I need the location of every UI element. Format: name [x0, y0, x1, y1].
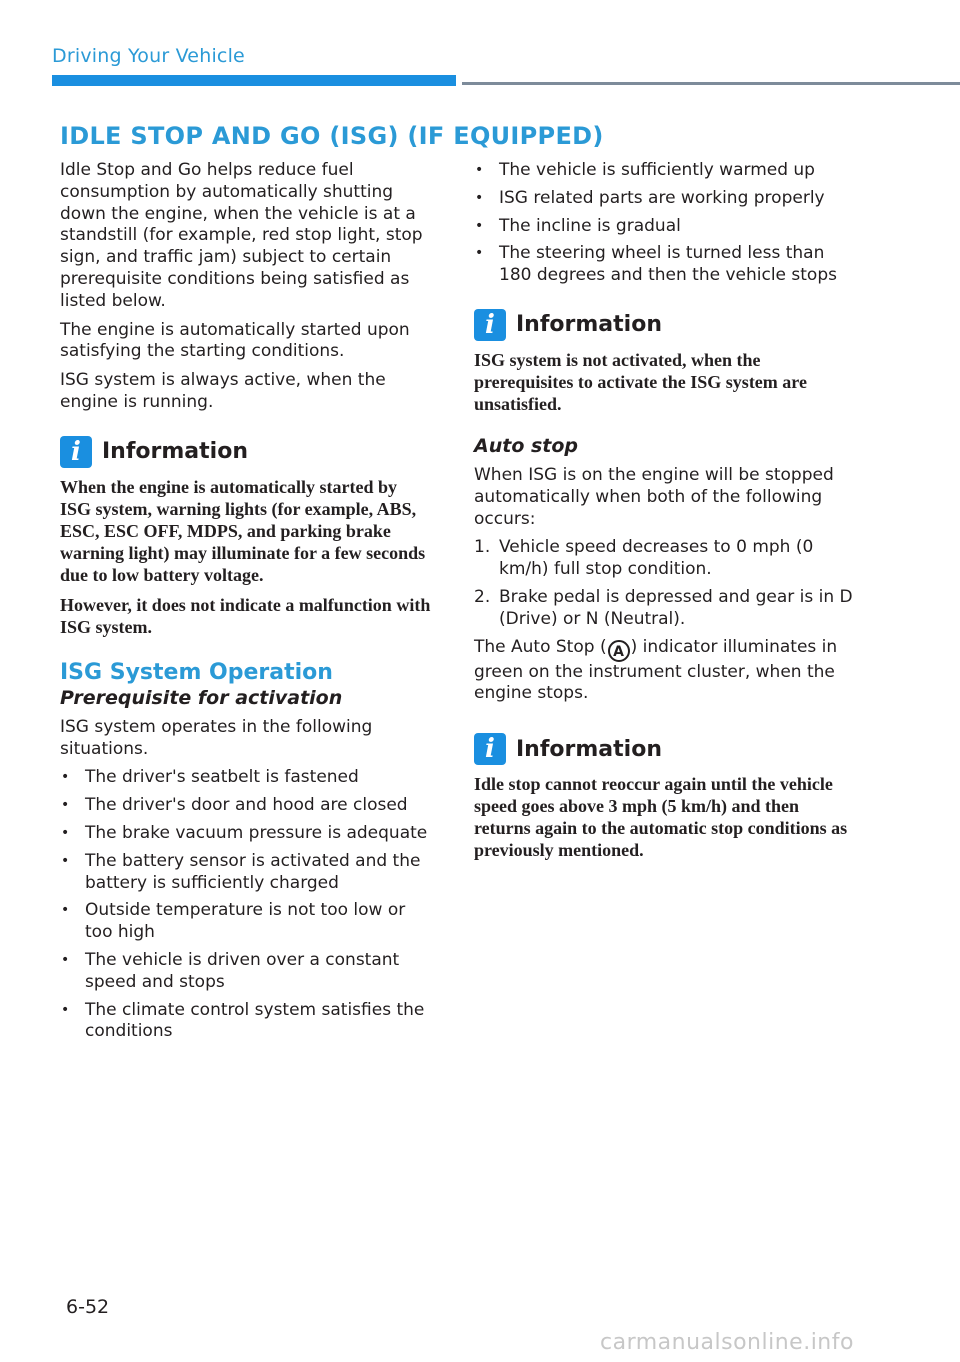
indicator-text-before: The Auto Stop (	[474, 636, 607, 657]
section-heading: ISG System Operation	[60, 659, 333, 685]
intro-paragraph-1: Idle Stop and Go helps reduce fuel consumption by automatically shutting down the engine, when the vehicle is at a standstill (for example, red stop light, stop sign, and traffic jam) subject to certain prerequisite conditions being satisfied as listed below.	[60, 160, 423, 311]
list-item-text: The vehicle is sufficiently warmed up	[499, 160, 815, 180]
info-icon: i	[474, 733, 506, 765]
information-text: ISG system is not activated, when the prerequisites to activate the ISG system are unsatisfied.	[474, 349, 807, 414]
intro-paragraph-3: ISG system is always active, when the engine is running.	[60, 370, 386, 412]
list-item	[474, 188, 854, 210]
bullet-icon: •	[61, 852, 70, 869]
information-heading	[474, 309, 854, 341]
prerequisite-list	[60, 767, 432, 1043]
page-title: IDLE STOP AND GO (ISG) (IF EQUIPPED)	[60, 122, 604, 150]
list-item-text: The driver's seatbelt is fastened	[85, 767, 359, 788]
bullet-icon: •	[61, 1001, 70, 1018]
list-item-text: ISG related parts are working properly	[499, 187, 825, 208]
header-rule-gray	[462, 82, 960, 85]
list-item	[474, 243, 854, 287]
left-column	[60, 160, 432, 1049]
bullet-icon: •	[475, 162, 484, 178]
list-item-text: The battery sensor is activated and the battery is sufficiently charged	[85, 850, 421, 893]
bullet-icon: •	[475, 217, 484, 234]
list-item	[474, 216, 854, 238]
bullet-icon: •	[61, 824, 70, 841]
information-heading	[474, 733, 854, 765]
list-item	[60, 851, 432, 895]
list-item	[60, 1000, 432, 1044]
auto-stop-heading: Auto stop	[474, 434, 579, 457]
indicator-text-after: ) indicator illuminates in green on the instrument cluster, when the engine stops.	[474, 636, 838, 704]
list-item	[60, 795, 432, 817]
list-item-text: The driver's door and hood are closed	[85, 795, 408, 816]
info-icon: i	[60, 436, 92, 468]
information-label: Information	[102, 439, 248, 465]
bullet-icon: •	[61, 951, 70, 968]
information-text: However, it does not indicate a malfunction with ISG system.	[60, 594, 431, 637]
list-item	[60, 823, 432, 845]
information-heading	[60, 436, 432, 468]
bullet-icon: •	[61, 902, 70, 919]
bullet-icon: •	[475, 189, 484, 206]
header-section-title: Driving Your Vehicle	[52, 45, 245, 67]
header-rule-blue	[52, 75, 456, 86]
step-number: 1.	[474, 537, 491, 558]
right-column	[474, 160, 854, 869]
auto-stop-lead: When ISG is on the engine will be stopped automatically when both of the following occurs:	[474, 464, 834, 529]
list-item-text: The vehicle is driven over a constant speed and stops	[85, 949, 400, 992]
list-item	[60, 900, 432, 944]
bullet-icon: •	[61, 769, 70, 786]
info-icon: i	[474, 309, 506, 341]
step-text: Vehicle speed decreases to 0 mph (0 km/h) full stop condition.	[499, 537, 814, 580]
list-item-text: The steering wheel is turned less than 180 degrees and then the vehicle stops	[499, 243, 837, 286]
step-text: Brake pedal is depressed and gear is in D (Drive) or N (Neutral).	[499, 586, 853, 629]
intro-paragraph-2: The engine is automatically started upon satisfying the starting conditions.	[60, 319, 410, 362]
bullet-icon: •	[475, 245, 484, 262]
bullet-icon: •	[61, 797, 70, 814]
list-item	[474, 160, 854, 182]
prerequisite-lead: ISG system operates in the following situations.	[60, 716, 373, 759]
information-text: When the engine is automatically started by ISG system, warning lights (for example, ABS, ESC, ESC OFF, MDPS, and parking brake warning light) may illuminate for a few seconds due to low battery voltage.	[60, 476, 426, 585]
auto-stop-steps	[474, 537, 854, 630]
list-item	[60, 767, 432, 789]
list-item-text: Outside temperature is not too low or too high	[85, 900, 406, 943]
list-item-text: The brake vacuum pressure is adequate	[85, 822, 428, 843]
list-item	[60, 950, 432, 994]
list-item-text: The incline is gradual	[499, 215, 681, 236]
list-item	[474, 537, 854, 581]
auto-stop-indicator-paragraph	[474, 637, 854, 706]
watermark: carmanualsonline.info	[600, 1330, 854, 1355]
information-text: Idle stop cannot reoccur again until the vehicle speed goes above 3 mph (5 km/h) and then returns again to the automatic stop conditions as previously mentioned.	[474, 774, 848, 861]
step-number: 2.	[474, 586, 491, 607]
information-label: Information	[516, 736, 662, 762]
list-item-text: The climate control system satisfies the conditions	[85, 999, 425, 1042]
auto-stop-indicator-icon: A	[608, 640, 630, 662]
information-label: Information	[516, 312, 662, 338]
page-number: 6-52	[66, 1296, 110, 1318]
prerequisite-list-continued	[474, 160, 854, 287]
list-item	[474, 587, 854, 631]
sub-heading: Prerequisite for activation	[60, 686, 343, 709]
